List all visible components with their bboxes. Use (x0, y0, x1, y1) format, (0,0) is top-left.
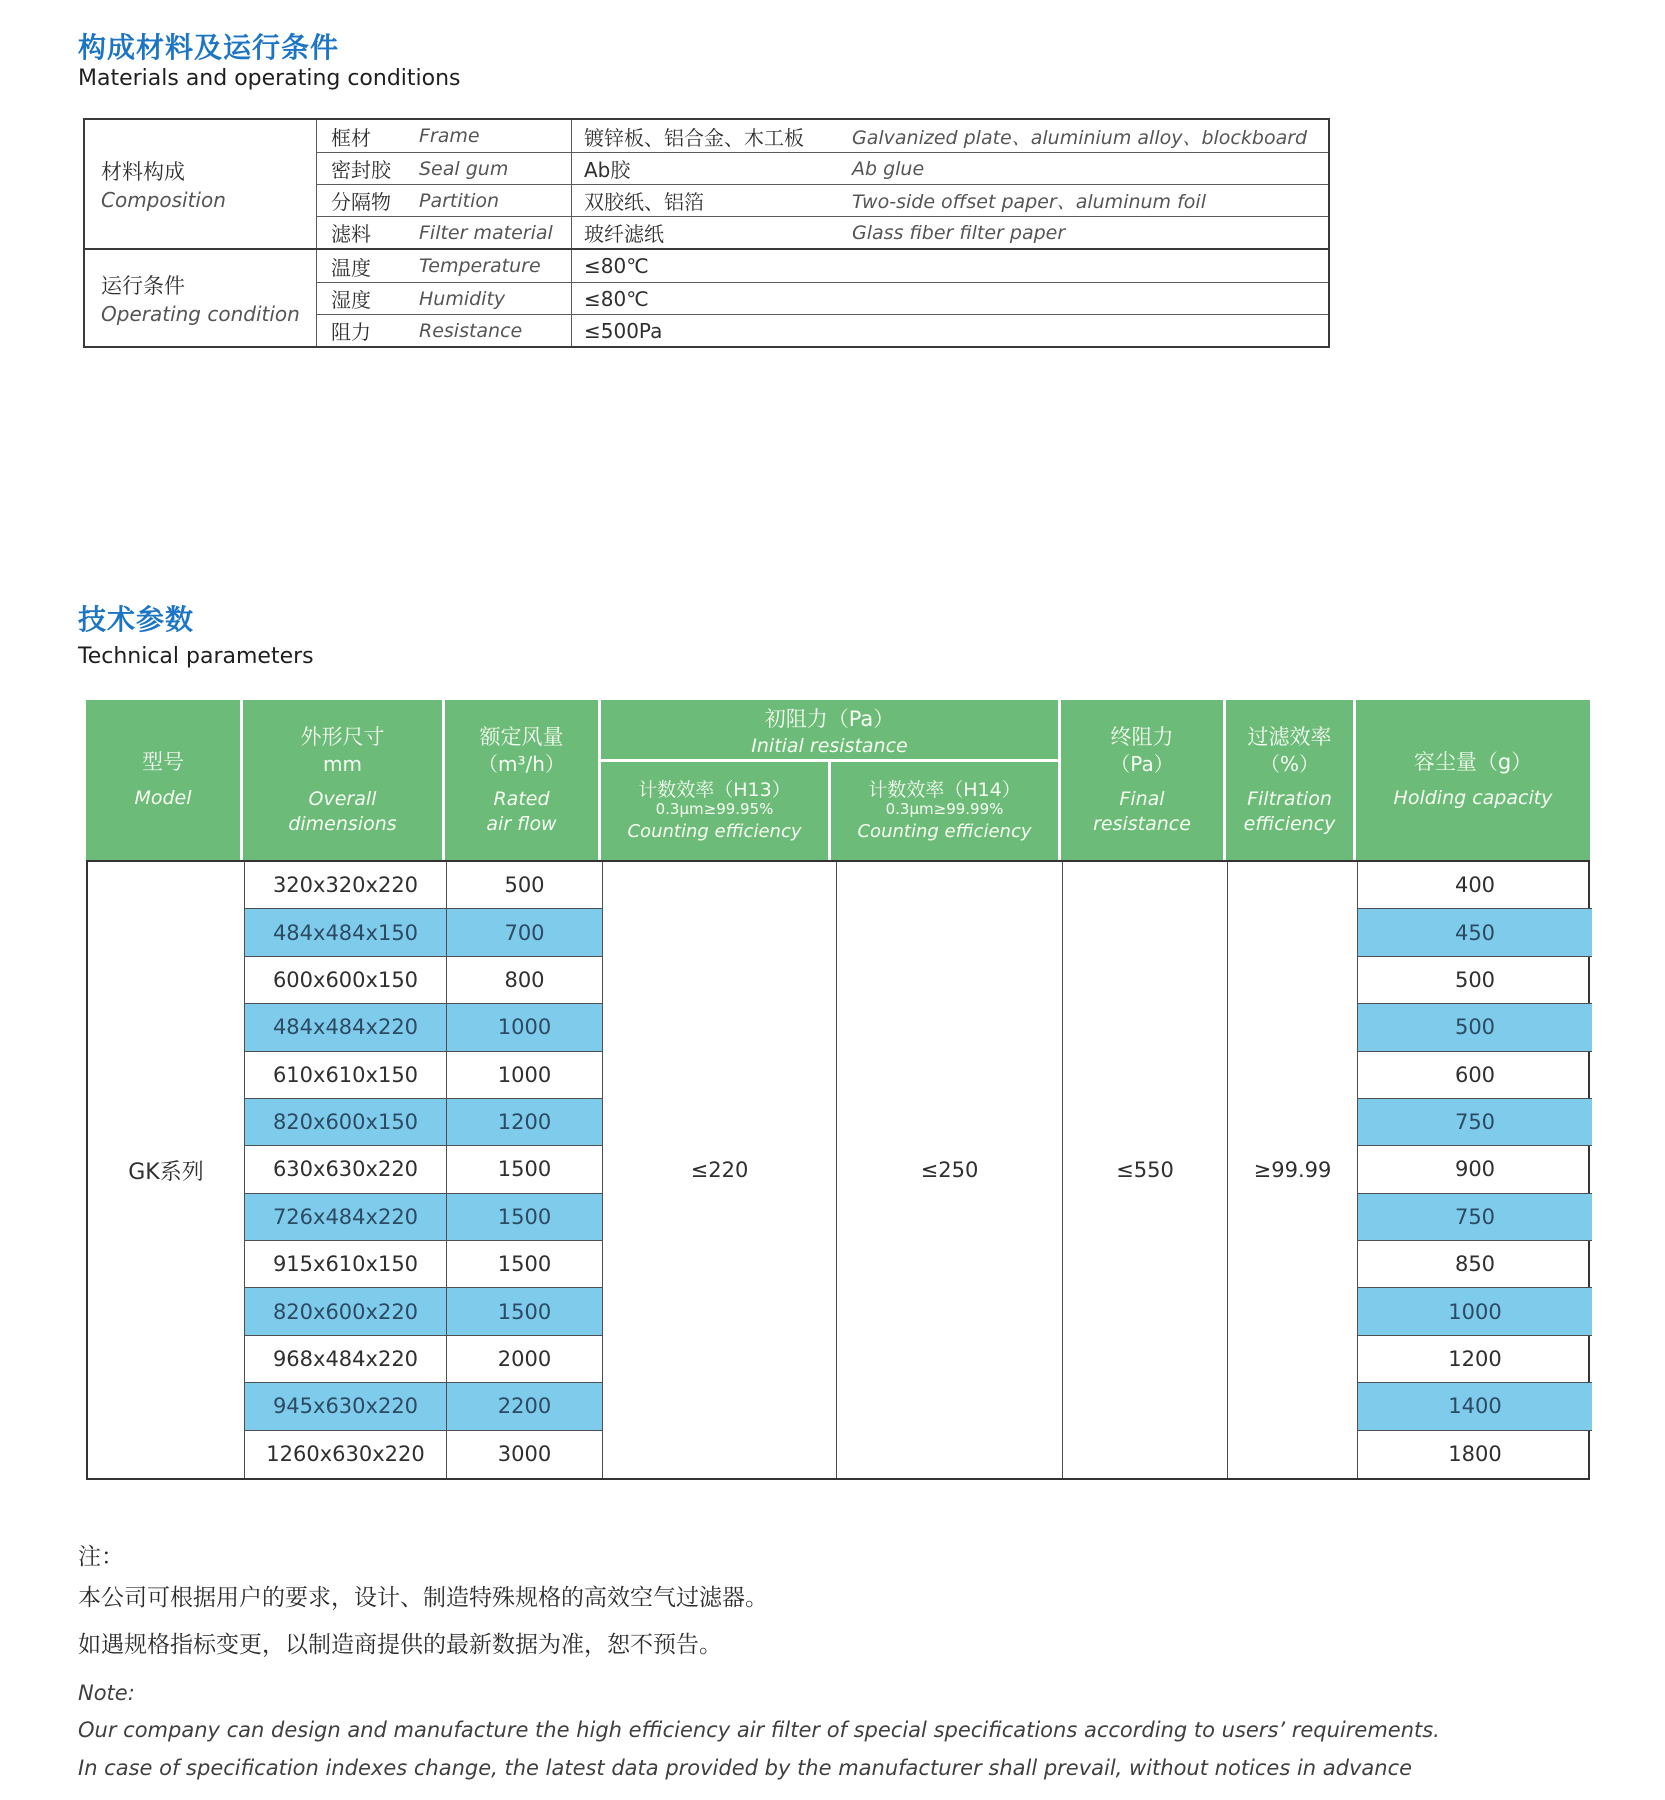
header-initial-cn: 初阻力（Pa） (764, 706, 895, 731)
holding-cell: 600 (1358, 1052, 1592, 1099)
airflow-cell: 1200 (447, 1099, 603, 1146)
dimension-cell: 915x610x150 (245, 1241, 447, 1288)
holding-cell: 900 (1358, 1146, 1592, 1193)
holding-cell: 500 (1358, 957, 1592, 1004)
h13-merged-cell: ≤220 (603, 862, 837, 1478)
group-rows (317, 250, 1328, 346)
note-section (78, 1538, 1598, 1792)
dimension-cell: 630x630x220 (245, 1146, 447, 1193)
attr-name-cn: 滤料 (331, 222, 371, 246)
table-row (317, 250, 1328, 282)
header-h13 (601, 762, 831, 860)
attr-name-cn: 温度 (331, 255, 371, 280)
header-airflow-cn: 额定风量 (479, 724, 564, 749)
materials-title-cn: 构成材料及运行条件 (78, 31, 340, 64)
group-label-cn: 运行条件 (101, 274, 185, 298)
model-cell: GK系列 (88, 862, 245, 1478)
header-dimensions-cn: 外形尺寸 (300, 724, 385, 749)
table-row (317, 120, 1328, 152)
holding-cell: 450 (1358, 909, 1592, 956)
attr-value (571, 283, 1328, 314)
attr-name-en: Partition (419, 189, 500, 212)
header-h13-spec: 0.3μm≥99.95% (655, 800, 774, 819)
attr-name-en: Frame (419, 125, 480, 147)
attr-name-en: Seal gum (419, 157, 509, 180)
attr-value-en: Two-side offset paper、aluminum foil (852, 191, 1206, 213)
attr-name-cn: 湿度 (331, 288, 371, 312)
dimension-cell: 600x600x150 (245, 957, 447, 1004)
dimension-cell: 1260x630x220 (245, 1431, 447, 1478)
attr-value-cn: ≤500Pa (584, 318, 663, 343)
dimension-cell: 320x320x220 (245, 862, 447, 909)
header-filtration-unit: （%） (1259, 751, 1319, 776)
attr-value-cn: 双胶纸、铝箔 (584, 190, 704, 214)
table-row (317, 314, 1328, 346)
final-resistance-cell: ≤550 (1063, 862, 1228, 1478)
header-final-cn: 终阻力 (1110, 724, 1174, 749)
dimension-cell: 484x484x150 (245, 909, 447, 956)
header-final-en1: Final (1119, 787, 1165, 810)
header-dimensions (243, 700, 445, 860)
attr-value-en: Ab glue (852, 157, 925, 180)
attr-name-en: Filter material (419, 221, 553, 244)
header-model (86, 700, 243, 860)
group-label-en: Operating condition (101, 302, 300, 326)
composition-group (85, 120, 1328, 248)
table-row (317, 216, 1328, 248)
tech-table-body (86, 860, 1590, 1480)
attr-value (571, 120, 1328, 152)
header-holding-capacity (1356, 700, 1590, 860)
header-initial-subcolumns (601, 762, 1058, 860)
note-line2-cn: 如遇规格指标变更，以制造商提供的最新数据为准，恕不预告。 (78, 1632, 722, 1658)
holding-cell: 500 (1358, 1004, 1592, 1051)
attr-value (571, 153, 1328, 184)
header-dimensions-en2: dimensions (288, 812, 397, 835)
holding-cell: 1800 (1448, 1442, 1502, 1467)
group-rows (317, 120, 1328, 248)
holding-cell: 1200 (1358, 1336, 1592, 1383)
attr-value-cn: ≤80℃ (584, 254, 649, 278)
header-h14 (831, 762, 1058, 860)
dimension-cell: 820x600x220 (245, 1288, 447, 1335)
attr-value-cn: ≤80℃ (584, 286, 649, 311)
dimension-cell: 945x630x220 (245, 1383, 447, 1430)
holding-cell: 400 (1358, 862, 1592, 909)
airflow-cell: 3000 (447, 1431, 603, 1478)
airflow-cell: 1500 (447, 1288, 603, 1335)
attr-name-en: Humidity (419, 287, 506, 310)
group-label (85, 120, 317, 248)
header-filtration-en1: Filtration (1247, 787, 1332, 810)
airflow-cell: 2200 (447, 1383, 603, 1430)
table-row (317, 184, 1328, 216)
airflow-cell: 700 (447, 909, 603, 956)
header-h13-en: Counting efficiency (627, 821, 802, 843)
holding-cell: 1400 (1358, 1383, 1592, 1430)
header-airflow-unit: （m³/h） (478, 751, 565, 776)
header-filtration-efficiency (1226, 700, 1356, 860)
header-h13-cn: 计数效率（H13） (638, 778, 791, 801)
header-airflow-en2: air flow (486, 812, 557, 835)
attr-value (571, 217, 1328, 248)
table-row (317, 282, 1328, 314)
airflow-cell: 800 (447, 957, 603, 1004)
holding-cell: 850 (1358, 1241, 1592, 1288)
filtration-efficiency-cell: ≥99.99 (1228, 862, 1358, 1478)
note-line2-en: In case of specification indexes change, the latest data provided by the manufacturer shall prevail, without notices in advance (78, 1756, 1413, 1781)
header-dimensions-en1: Overall (308, 787, 377, 810)
header-airflow (445, 700, 601, 860)
attr-value (571, 250, 1328, 282)
header-filtration-en2: efficiency (1243, 812, 1336, 835)
airflow-cell: 1500 (447, 1146, 603, 1193)
header-dimensions-unit: mm (323, 751, 362, 776)
attr-name-cn: 框材 (331, 125, 371, 150)
attr-value-en: Glass fiber filter paper (852, 221, 1066, 244)
attr-value-cn: Ab胶 (584, 158, 631, 182)
header-h14-cn: 计数效率（H14） (868, 778, 1021, 801)
airflow-cell: 500 (447, 862, 603, 909)
attr-name-cn: 分隔物 (331, 190, 391, 214)
dimension-cell: 726x484x220 (245, 1194, 447, 1241)
attr-name-cn: 阻力 (331, 320, 371, 344)
header-holding-cn: 容尘量（g） (1413, 750, 1533, 774)
header-final-resistance (1061, 700, 1226, 860)
h14-merged-cell: ≤250 (837, 862, 1063, 1478)
table-row (317, 152, 1328, 184)
materials-table (83, 118, 1330, 348)
airflow-cell: 1000 (447, 1052, 603, 1099)
holding-cell: 750 (1358, 1194, 1592, 1241)
materials-title-en: Materials and operating conditions (78, 66, 461, 91)
attr-value (571, 315, 1328, 346)
dimension-cell: 484x484x220 (245, 1004, 447, 1051)
note-line1-cn: 本公司可根据用户的要求，设计、制造特殊规格的高效空气过滤器。 (78, 1585, 768, 1611)
tech-table-header (86, 700, 1590, 860)
attr-name-en: Temperature (419, 255, 541, 277)
header-holding-en: Holding capacity (1393, 787, 1553, 810)
attr-name-en: Resistance (419, 319, 523, 342)
attr-name-cn: 密封胶 (331, 158, 391, 182)
header-h14-spec: 0.3μm≥99.99% (885, 800, 1004, 819)
header-h14-en: Counting efficiency (857, 821, 1032, 843)
holding-cell: 1000 (1358, 1288, 1592, 1335)
dimension-cell: 820x600x150 (245, 1099, 447, 1146)
header-initial-resistance-group (601, 700, 1061, 860)
dimension-cell: 968x484x220 (245, 1336, 447, 1383)
tech-title-en: Technical parameters (78, 644, 314, 669)
header-final-en2: resistance (1093, 812, 1191, 835)
dimension-cell: 610x610x150 (245, 1052, 447, 1099)
group-label-cn: 材料构成 (101, 160, 185, 184)
attr-value (571, 185, 1328, 216)
header-airflow-en1: Rated (493, 787, 550, 810)
airflow-cell: 1000 (447, 1004, 603, 1051)
note-label-cn: 注： (78, 1544, 124, 1570)
operating-group (85, 248, 1328, 346)
airflow-cell: 2000 (447, 1336, 603, 1383)
attr-value-cn: 镀锌板、铝合金、木工板 (584, 125, 804, 150)
attr-value-en: Galvanized plate、aluminium alloy、blockboard (852, 126, 1308, 149)
group-label-en: Composition (101, 188, 226, 212)
header-final-unit: （Pa） (1110, 751, 1174, 776)
holding-cell: 750 (1358, 1099, 1592, 1146)
attr-value-cn: 玻纤滤纸 (584, 222, 664, 246)
header-initial-en: Initial resistance (751, 734, 908, 757)
note-label-en: Note: (78, 1681, 135, 1705)
group-label (85, 250, 317, 346)
header-initial-resistance (601, 700, 1058, 762)
header-model-en: Model (134, 787, 192, 810)
header-model-cn: 型号 (142, 750, 184, 774)
airflow-cell: 1500 (447, 1194, 603, 1241)
airflow-cell: 1500 (447, 1241, 603, 1288)
header-filtration-cn: 过滤效率 (1247, 724, 1332, 749)
tech-title-cn: 技术参数 (78, 603, 195, 636)
note-line1-en: Our company can design and manufacture the high efficiency air filter of special specifications according to users’ requirements. (78, 1718, 1440, 1742)
